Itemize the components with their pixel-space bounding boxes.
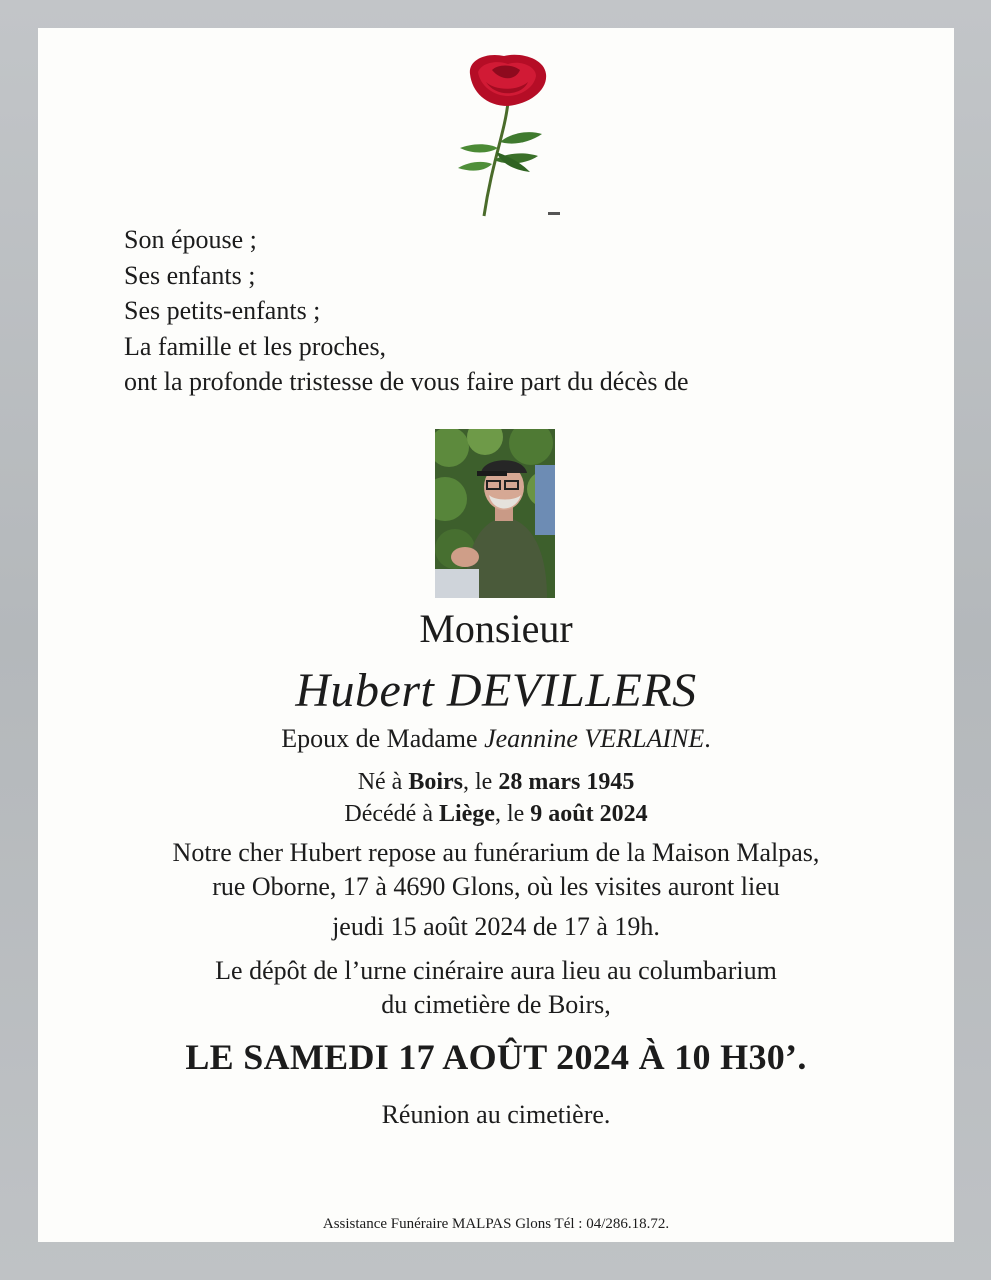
birth-line: [38, 767, 954, 797]
death-date: 9 août 2024: [530, 801, 648, 827]
rose-image: [456, 52, 566, 222]
deceased-name: Hubert DEVILLERS: [295, 664, 697, 717]
death-prefix: Décédé à: [344, 801, 439, 827]
ceremony-date: LE SAMEDI 17 AOÛT 2024 À 10 H30’.: [185, 1037, 807, 1077]
birth-place: Boirs: [408, 769, 463, 795]
birth-prefix: Né à: [357, 769, 409, 795]
honorific: Monsieur: [419, 606, 573, 651]
intro-line-spouse: Son épouse ;: [124, 225, 257, 254]
portrait-photo: [435, 429, 555, 598]
urn-line-1: Le dépôt de l’urne cinéraire aura lieu au columbarium: [215, 956, 777, 985]
intro-line-grandchildren: Ses petits-enfants ;: [124, 296, 321, 325]
spouse-line: [38, 722, 954, 756]
visitation-line-2: rue Oborne, 17 à 4690 Glons, où les visites auront lieu: [212, 872, 780, 901]
meeting-note: Réunion au cimetière.: [381, 1100, 611, 1129]
death-place: Liège: [438, 801, 495, 827]
spouse-prefix: Epoux de Madame: [281, 724, 485, 753]
death-line: [38, 799, 954, 829]
funeral-home-footer: Assistance Funéraire MALPAS Glons Tél : 04/286.18.72.: [322, 1216, 670, 1232]
family-intro: [124, 222, 884, 400]
spouse-name: Jeannine VERLAINE: [484, 724, 705, 753]
urn-line-2: du cimetière de Boirs,: [381, 990, 611, 1019]
visitation-line-1: Notre cher Hubert repose au funérarium de la Maison Malpas,: [172, 838, 820, 867]
intro-line-family: La famille et les proches,: [124, 331, 387, 361]
birth-mid: , le: [463, 769, 499, 795]
intro-line-announcement: ont la profonde tristesse de vous faire part du décès de: [124, 367, 689, 396]
visitation-line-3: jeudi 15 août 2024 de 17 à 19h.: [332, 912, 660, 941]
death-mid: , le: [494, 801, 531, 827]
intro-line-children: Ses enfants ;: [124, 260, 256, 290]
birth-date: 28 mars 1945: [498, 769, 635, 795]
spouse-suffix: .: [704, 724, 711, 753]
